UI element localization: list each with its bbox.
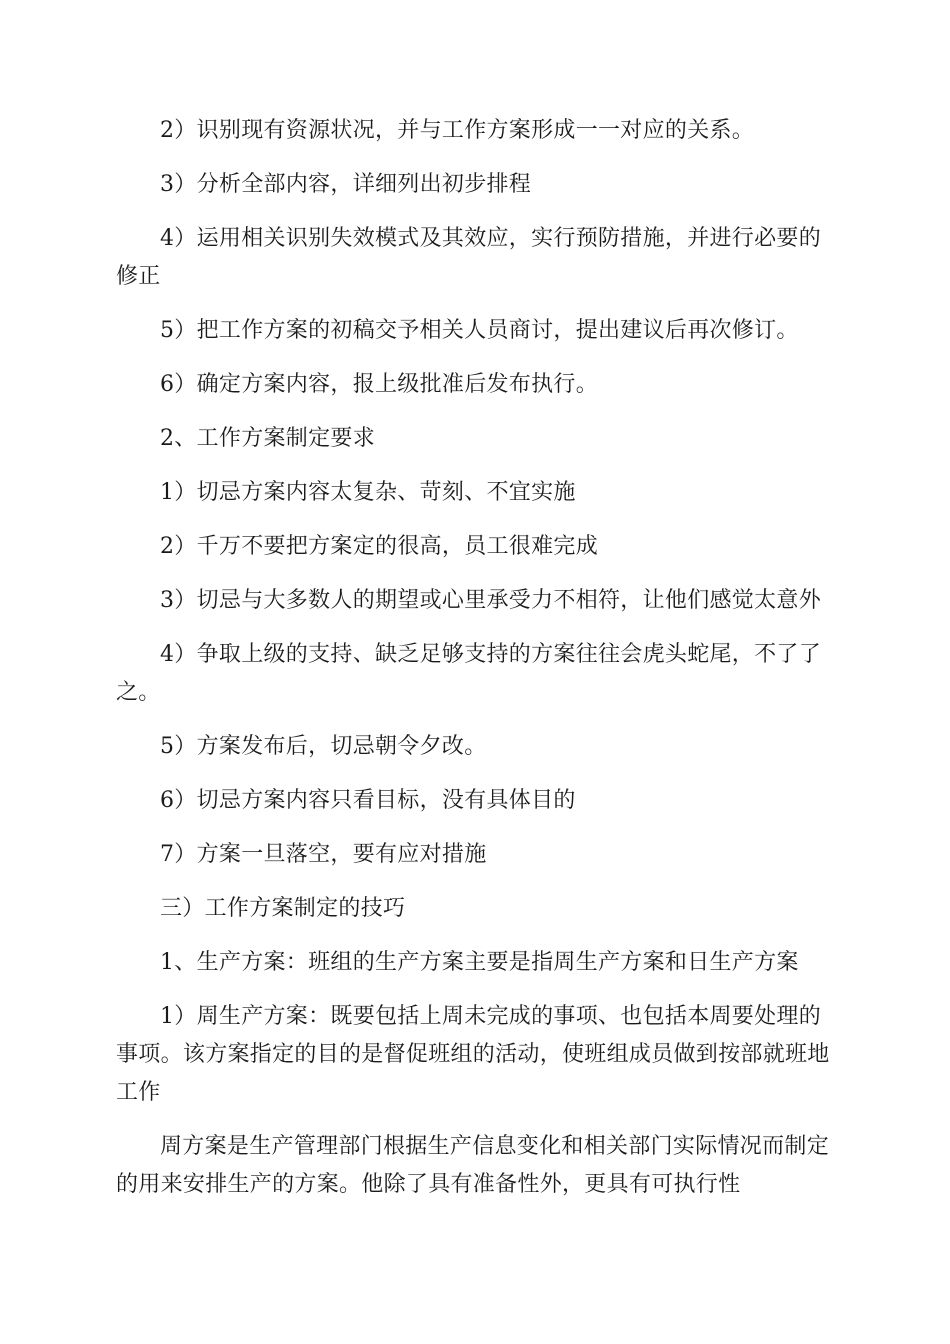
paragraph-8: 2）千万不要把方案定的很高，员工很难完成 xyxy=(160,534,598,559)
paragraph-16: 1）周生产方案：既要包括上周未完成的事项、也包括本周要处理的事项。该方案指定的目的是督促班组的活动，使班组成员做到按部就班地工作 xyxy=(116,1004,830,1105)
section-heading-techniques: 三）工作方案制定的技巧 xyxy=(160,896,406,921)
document-page xyxy=(116,112,836,1204)
paragraph-4: 5）把工作方案的初稿交予相关人员商讨，提出建议后再次修订。 xyxy=(160,318,799,343)
paragraph-2: 3）分析全部内容，详细列出初步排程 xyxy=(160,172,532,197)
paragraph-1: 2）识别现有资源状况，并与工作方案形成一一对应的关系。 xyxy=(160,118,755,143)
paragraph-13: 7）方案一旦落空，要有应对措施 xyxy=(160,842,487,867)
paragraph-12: 6）切忌方案内容只看目标，没有具体目的 xyxy=(160,788,576,813)
paragraph-3: 4）运用相关识别失效模式及其效应，实行预防措施，并进行必要的修正 xyxy=(116,226,821,289)
paragraph-11: 5）方案发布后，切忌朝令夕改。 xyxy=(160,734,487,759)
paragraph-17: 周方案是生产管理部门根据生产信息变化和相关部门实际情况而制定的用来安排生产的方案。他除了具有准备性外，更具有可执行性 xyxy=(116,1134,830,1197)
paragraph-10: 4）争取上级的支持、缺乏足够支持的方案往往会虎头蛇尾，不了了之。 xyxy=(116,642,821,705)
paragraph-15: 1、生产方案：班组的生产方案主要是指周生产方案和日生产方案 xyxy=(160,950,799,975)
paragraph-9: 3）切忌与大多数人的期望或心里承受力不相符，让他们感觉太意外 xyxy=(160,588,821,613)
paragraph-5: 6）确定方案内容，报上级批准后发布执行。 xyxy=(160,372,598,397)
section-heading-requirements: 2、工作方案制定要求 xyxy=(160,426,375,451)
paragraph-7: 1）切忌方案内容太复杂、苛刻、不宜实施 xyxy=(160,480,576,505)
